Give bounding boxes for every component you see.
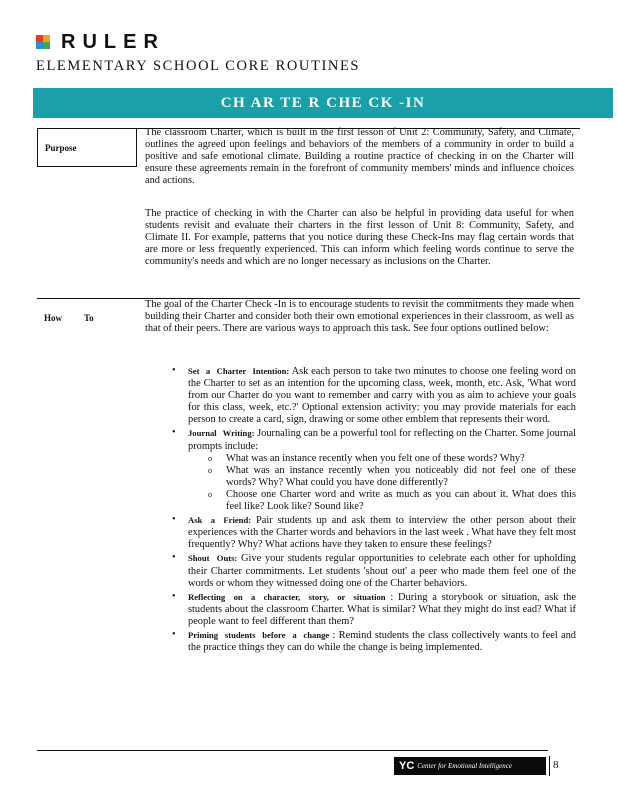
list-item: [172, 514, 576, 551]
ruler-logo-mark-icon: [36, 35, 50, 49]
footer-badge-text: Center for Emotional Intelligence: [417, 762, 512, 770]
option-text: : During a storybook or situation, ask the students about the classroom Charter. What is similar? What they might do inst ead? What if people want to feel different than them?: [188, 591, 576, 627]
option-title: Priming students before a change: [188, 629, 330, 640]
how-to-intro: The goal of the Charter Check -In is to encourage students to revisit the commitments they made when building their Charter and consider both their own emotional experiences in their classroom, as well as that of their peers. There are various ways to approach this task. See four options outlined below:: [145, 299, 574, 335]
how-to-label: [37, 298, 137, 337]
journal-prompt: o Choose one Charter word and write as much as you can about it. What does this feel like? Look like? Sound like?: [208, 489, 576, 513]
purpose-paragraph-2: The practice of checking in with the Charter can also be helpful in providing data useful for when students revisit and evaluate their charters in the first lesson of Unit 8: Community, Safety, and Climate II. For example, patterns that you notice during these Check-Ins may flag certain words that are more or less frequently experienced. This can inform which feeling words continue to serve the community's needs and which are no longer necessary as inclusions on the Charter.: [145, 208, 574, 268]
options-list: [172, 365, 576, 655]
document-subtitle: ELEMENTARY SCHOOL CORE ROUTINES: [36, 58, 361, 74]
list-item: [172, 552, 576, 589]
option-title: Reflecting on a character, story, or situation: [188, 591, 386, 602]
journal-prompts-list: [188, 453, 576, 513]
list-item: [172, 629, 576, 654]
footer-rule: [37, 750, 548, 751]
footer-separator: [549, 756, 550, 776]
how-to-label-word1: How: [44, 313, 62, 323]
brand-name: RULER: [61, 31, 165, 53]
page-number: 8: [553, 759, 559, 771]
logo-square-green: [43, 42, 50, 49]
how-to-label-word2: To: [84, 313, 94, 323]
option-text: Pair students up and ask them to interview the other person about their experiences with the Charter words and behaviors in the last week . What have they felt most frequently? Why? What actions have they taken to ensure these feelings?: [188, 515, 576, 551]
option-title: Set a Charter Intention:: [188, 366, 290, 376]
journal-prompt: o What was an instance recently when you noticeably did not feel one of these words? Why? What could you have done differently?: [208, 465, 576, 489]
logo-square-orange: [43, 35, 50, 42]
purpose-paragraph-1: The classroom Charter, which is built in the first lesson of Unit 2: Community, Safety, and Climate, outlines the agreed upon feelings and behaviors of the members of a community in order to build a positive and safe emotional climate. Building a routine practice of checking in on the Charter will ensure these agreements remain in the forefront of community members' minds and influence choices and actions.: [145, 127, 574, 187]
option-text: Journaling can be a powerful tool for reflecting on the Charter. Some journal prompts include:: [188, 428, 576, 452]
list-item: [172, 427, 576, 513]
logo-square-blue: [36, 42, 43, 49]
yale-center-logo: YC: [399, 760, 415, 772]
option-title: Journal Writing:: [188, 428, 255, 439]
banner-title: CH AR TE R CHE CK -IN: [220, 94, 426, 111]
footer-badge: [394, 757, 546, 775]
option-text: : Remind students the class collectively wants to feel and the practice things they can do while the change is being implemented.: [188, 629, 576, 654]
purpose-label: [37, 128, 137, 167]
section-banner: [33, 88, 613, 118]
purpose-label-text: Purpose: [45, 142, 77, 153]
list-item: [172, 591, 576, 628]
option-text: Give your students regular opportunities to celebrate each other for upholding their Charter commitments. Let students 'shout out' a peer who made them feel one of the words or whom they witnessed doing one of the Charter behaviors.: [188, 553, 576, 589]
journal-prompt: o What was an instance recently when you felt one of these words? Why?: [208, 453, 576, 465]
logo-square-red: [36, 35, 43, 42]
list-item: [172, 365, 576, 426]
option-title: Shout Outs:: [188, 553, 238, 564]
option-text: Ask each person to take two minutes to choose one feeling word on the Charter to set as an intention for the upcoming class, week, month, etc. Ask, 'What word from our Charter do you want to remember and carry with you as aim to achieve your goals for this class, week, etc.?' Optional extension activity: you may provide materials for each person to create a card, sign, drawing or some other emblem that represents their word.: [188, 366, 576, 426]
option-title: Ask a Friend:: [188, 515, 252, 526]
ruler-logo: [36, 33, 165, 51]
